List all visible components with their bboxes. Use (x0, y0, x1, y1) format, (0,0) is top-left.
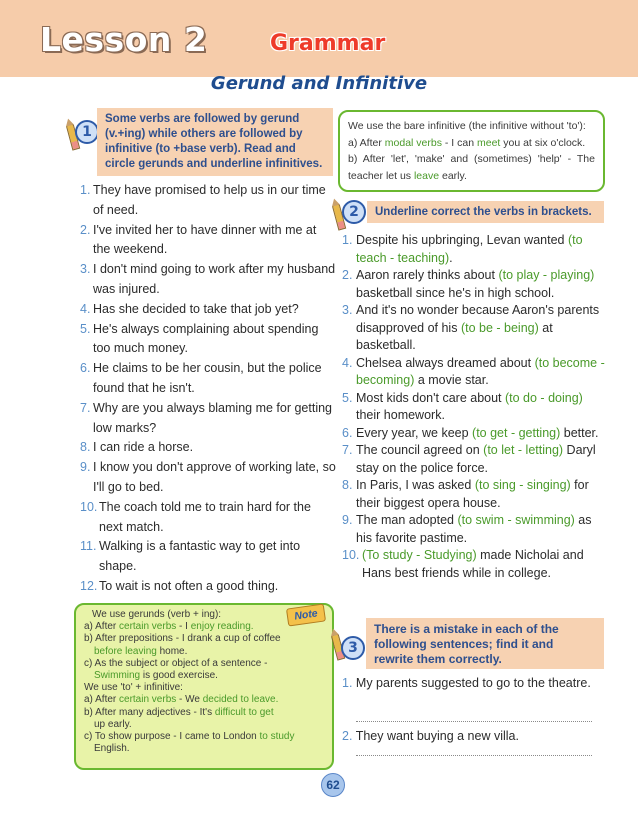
infinitive-rule-c: c) To show purpose - I came to London to study English. (84, 731, 295, 755)
exercise-1-list (80, 181, 336, 597)
gerund-intro: We use gerunds (verb + ing): (92, 609, 222, 620)
gerund-rule-b: b) After prepositions - I drank a cup of coffee before leaving home. (84, 633, 281, 657)
exercise-3-item-2: 2. They want buying a new villa. (342, 729, 519, 743)
exercise-1-instruction: Some verbs are followed by gerund (v.+ing) while others are followed by infinitive (to +base verb). Read and circle gerunds and underline infinitives. (97, 108, 333, 176)
exercise-2-instruction: Underline correct the verbs in brackets. (367, 201, 604, 223)
list-item: 12. To wait is not often a good thing. (80, 578, 279, 593)
list-item: 3. I don't mind going to work after my husband was injured. (80, 262, 336, 296)
page-number: 62 (321, 773, 345, 797)
list-item: 8. In Paris, I was asked (to sing - singing) for their biggest opera house. (342, 478, 589, 510)
list-item: 4. Has she decided to take that job yet? (80, 301, 299, 316)
answer-line-1[interactable] (356, 720, 592, 722)
gerund-rule-a: a) After certain verbs - I enjoy reading. (84, 621, 254, 633)
list-item: 2. Aaron rarely thinks about (to play - playing) basketball since he's in high school. (342, 268, 595, 300)
list-item: 7. The council agreed on (to let - letting) Daryl stay on the police force. (342, 443, 596, 475)
bare-infinitive-rule-b: b) After 'let', 'make' and (sometimes) 'help' - The teacher let us leave early. (348, 153, 595, 182)
list-item: 6. Every year, we keep (to get - getting) better. (342, 425, 599, 440)
list-item: 11. Walking is a fantastic way to get into shape. (80, 539, 301, 574)
exercise-3-badge: 3 (341, 636, 365, 660)
list-item: 9. I know you don't approve of working late, so I'll go to bed. (80, 460, 336, 494)
exercise-2-badge: 2 (342, 200, 366, 224)
infinitive-rule-b: b) After many adjectives - It's difficult to get up early. (84, 706, 274, 730)
list-item: 2. I've invited her to have dinner with me at the weekend. (80, 222, 317, 257)
gerund-rule-c: c) As the subject or object of a sentence - Swimming is good exercise. (84, 657, 268, 682)
list-item: 10. The coach told me to train hard for the next match. (80, 499, 311, 534)
answer-line-2[interactable] (356, 754, 592, 756)
bare-infinitive-box (338, 110, 605, 192)
list-item: 7. Why are you always blaming me for getting low marks? (80, 400, 332, 435)
list-item: 9. The man adopted (to swim - swimming) as his favorite pastime. (342, 513, 592, 545)
exercise-3-item-1: 1. My parents suggested to go to the theatre. (342, 676, 591, 690)
bare-infinitive-rule-a: a) After modal verbs - I can meet you at six o'clock. (348, 136, 586, 149)
list-item: 6. He claims to be her cousin, but the police found that he isn't. (80, 361, 322, 395)
gerund-note-box (74, 603, 334, 770)
lesson-title: Lesson 2 (40, 20, 208, 59)
bare-infinitive-intro: We use the bare infinitive (the infinitive without 'to'): (348, 120, 586, 132)
list-item: 10. (To study - Studying) made Nicholai and Hans best friends while in college. (342, 548, 584, 580)
list-item: 3. And it's no wonder because Aaron's parents disapproved of his (to be - being) at basketball. (342, 303, 600, 352)
list-item: 5. Most kids don't care about (to do - doing) their homework. (342, 390, 583, 422)
exercise-1-badge: 1 (75, 120, 99, 144)
list-item: 5. He's always complaining about spending too much money. (80, 321, 319, 356)
note-tag: Note (286, 603, 326, 626)
topic-title: Gerund and Infinitive (210, 73, 428, 94)
exercise-2-list (342, 232, 607, 582)
list-item: 1. They have promised to help us in our time of need. (80, 183, 326, 217)
list-item: 8. I can ride a horse. (80, 440, 194, 455)
exercise-3-instruction: There is a mistake in each of the following sentences; find it and rewrite them correctly. (366, 618, 604, 669)
section-title: Grammar (270, 31, 386, 56)
infinitive-intro: We use 'to' + infinitive: (84, 682, 183, 694)
infinitive-rule-a: a) After certain verbs - We decided to leave. (84, 694, 279, 706)
list-item: 1. Despite his upbringing, Levan wanted (to teach - teaching). (342, 233, 583, 265)
list-item: 4. Chelsea always dreamed about (to become - becoming) a movie star. (342, 355, 605, 387)
